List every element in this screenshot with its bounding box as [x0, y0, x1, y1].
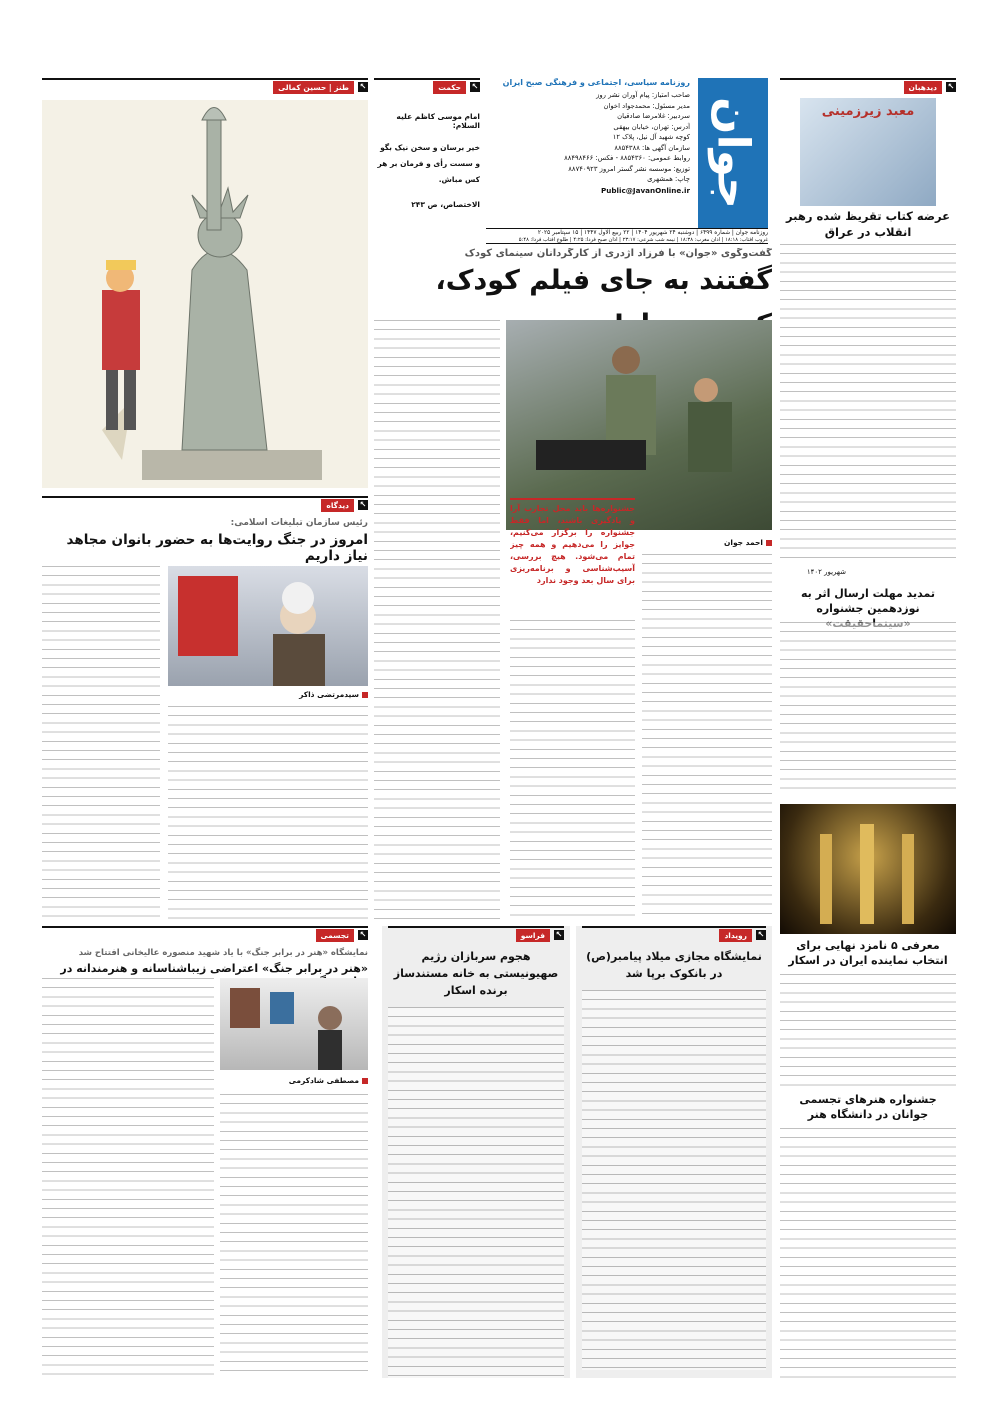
body-text-block	[780, 1128, 956, 1378]
corner-arrow-icon: ↖	[555, 930, 563, 939]
body-text-block	[220, 1094, 368, 1378]
masthead-line: سازمان آگهی ها: ۸۸۵۴۳۸۸	[614, 143, 690, 152]
faraso-headline: هجوم سربازان رژیم صهیونیستی به خانه مستندساز برنده اسکار	[393, 950, 559, 997]
lead-quote	[510, 498, 635, 613]
email-link[interactable]: Public@JavanOnline.ir	[601, 185, 690, 195]
masthead-line: سردبیر: غلامرضا صادقیان	[617, 112, 690, 120]
masthead-info	[486, 78, 690, 228]
tajasomi-byline-name: مصطفی شادکرمی	[288, 1076, 359, 1085]
masthead-line: صاحب امتیاز: پیام آوران نشر روز	[596, 91, 690, 99]
corner-arrow-icon: ↖	[947, 82, 955, 91]
lead-headline: گفتند به جای فیلم کودک،	[435, 265, 772, 296]
corner-arrow-icon: ↖	[359, 82, 367, 91]
story1-date: شهریور ۱۴۰۲	[806, 568, 846, 576]
date-bar	[486, 228, 768, 244]
caption-marker-icon	[362, 692, 368, 698]
story1-title: عرضه کتاب تقریظ شده رهبر انقلاب در عراق	[786, 209, 950, 239]
story3-body	[780, 974, 956, 1086]
didgah-header	[42, 496, 368, 512]
masthead-line: روابط عمومی: ۸۸۵۴۳۶۰ - فکس: ۸۸۴۹۸۴۶۶	[564, 154, 690, 162]
oscar-statue-image	[780, 804, 956, 934]
masthead-line: مدیر مسئول: محمدجواد اخوان	[603, 101, 690, 110]
body-text-block	[642, 554, 772, 920]
masthead	[486, 78, 768, 244]
tajasomi-tag: تجسمی	[316, 929, 354, 942]
body-text-block	[374, 320, 500, 920]
story2-title: تمدید مهلت ارسال اثر به نوزدهمین جشنواره	[800, 587, 935, 615]
didgah-kicker: رئیس سازمان تبلیغات اسلامی:	[230, 518, 368, 528]
lead-byline	[642, 538, 772, 552]
tajasomi-byline	[220, 1076, 368, 1088]
body-text-block	[780, 974, 956, 1086]
story4-title: جشنواره هنرهای تجسمی جوانان در دانشگاه هنر	[799, 1093, 937, 1121]
body-text-block	[168, 706, 368, 920]
tajasomi-headline: «هنر در برابر جنگ» اعتراضی زیباشناسانه و هنرمندانه در	[60, 962, 368, 975]
faraso-box	[382, 926, 570, 1378]
corner-arrow-icon: ↖	[757, 930, 765, 939]
didgah-caption	[168, 690, 368, 702]
body-text-block	[388, 1007, 564, 1378]
body-text-block	[510, 620, 635, 920]
lead-quote-text: جشنواره‌ها باید محل تجارب آرا و یادگیری باشند، اما فقط جشنواره را برگزار می‌کنیم، جوایز را می‌دهیم و همه چیز تمام می‌شود. هیچ بررسی، آسیب‌شناسی و برنامه‌ریزی برای سال بعد وجود ندارد	[510, 504, 635, 585]
corner-arrow-icon: ↖	[359, 930, 367, 939]
body-text-block	[780, 622, 956, 796]
hekmat-header	[374, 78, 480, 94]
lead-side-column	[374, 320, 500, 920]
tajasomi-box	[42, 926, 368, 1378]
ruydad-header	[582, 926, 766, 942]
hekmat-box	[374, 78, 480, 244]
masthead-line: آدرس: تهران، خیابان بیهقی	[613, 122, 690, 131]
lead-col-1	[642, 554, 772, 920]
didgah-headline: امروز در جنگ روایت‌ها به حضور بانوان مجاهد نیاز داریم	[66, 532, 368, 564]
didgah-caption-text: سیدمرتضی ذاکر	[299, 690, 359, 699]
oscar-statuettes	[780, 804, 956, 934]
right-header	[780, 78, 956, 94]
body-text-block	[582, 990, 766, 1370]
story3-title: معرفی ۵ نامزد نهایی برای انتخاب نماینده ایران در اسکار	[788, 939, 948, 967]
tajasomi-col-left	[42, 978, 214, 1378]
cartoon-box	[42, 78, 368, 488]
tajasomi-col-right	[220, 1094, 368, 1378]
byline-name: احمد جوان	[723, 538, 763, 547]
byline-marker-icon	[362, 1078, 368, 1084]
right-column	[780, 78, 956, 1378]
ruydad-tag: رویداد	[719, 929, 752, 942]
lead-col-2	[510, 620, 635, 920]
story4-body	[780, 1128, 956, 1378]
speaker-photo	[168, 566, 368, 686]
didgah-box	[42, 496, 368, 920]
tajasomi-kicker: نمایشگاه «هنر در برابر جنگ» با یاد شهید منصوره عالیخانی افتتاح شد	[78, 948, 368, 958]
ruydad-headline: نمایشگاه مجازی میلاد پیامبر(ص) در بانکوک برپا شد	[586, 950, 762, 980]
ruydad-box	[576, 926, 772, 1378]
didgah-col-right	[168, 706, 368, 920]
lead-story	[374, 248, 772, 920]
logo-text: جوان	[707, 97, 759, 209]
body-text-block	[42, 978, 214, 1378]
hekmat-text: خیر برسان و سخن نیک بگو و سست رأی و فرمان بر هر کس مباش.	[377, 143, 480, 184]
didgah-tag: دیدگاه	[321, 499, 354, 512]
hekmat-source: الاختصاص، ص ۲۴۳	[411, 200, 480, 209]
faraso-header	[388, 926, 564, 942]
right-tag: دیدهبان	[904, 81, 942, 94]
cartoon-tag: طنز | حسین کمالی	[273, 81, 354, 94]
body-text-block	[42, 566, 160, 920]
lead-kicker: گفت‌وگوی «جوان» با فرزاد اژدری از کارگردانان سینمای کودک	[464, 248, 772, 259]
faraso-body	[388, 1007, 564, 1378]
masthead-line: توزیع: موسسه نشر گستر امروز ۸۸۷۴۰۹۲۳	[568, 164, 690, 173]
hekmat-title: امام موسی کاظم علیه السلام:	[396, 112, 480, 130]
body-text-block	[780, 244, 956, 566]
date-line: روزنامه جوان | شماره ۶۴۹۹ | دوشنبه ۲۴ شهریور ۱۴۰۴ | ۲۲ ربیع الاول ۱۴۴۷ | ۱۵ سپتامبر ۲۰۲۵	[537, 230, 768, 236]
didgah-col-left	[42, 566, 160, 920]
story2-body	[780, 622, 956, 796]
tajasomi-photo	[220, 978, 368, 1070]
tajasomi-header	[42, 926, 368, 942]
didgah-photo	[168, 566, 368, 686]
tagline: روزنامه سیاسی، اجتماعی و فرهنگی صبح ایران	[502, 78, 690, 87]
masthead-line: کوچه شهید آل نیل، پلاک ۱۲	[612, 133, 690, 141]
book-cover-image	[800, 98, 936, 206]
faraso-tag: فراسو	[516, 929, 550, 942]
book-title-art: معبد زیرزمینی	[821, 104, 915, 119]
ruydad-body	[582, 990, 766, 1370]
cartoon-header	[42, 78, 368, 94]
corner-arrow-icon: ↖	[471, 82, 479, 91]
statue-of-liberty-cartoon	[42, 100, 368, 488]
story1-body	[780, 244, 956, 566]
exhibition-photo	[220, 978, 368, 1070]
cartoon-image	[42, 100, 368, 488]
masthead-logo	[698, 78, 768, 228]
times-line: غروب آفتاب: ۱۸:۱۸ | اذان مغرب: ۱۸:۳۸ | نیمه شب شرعی: ۲۳:۱۷ | اذان صبح فردا: ۴:۲۵ | طلوع آفتاب فردا: ۵:۴۸	[518, 237, 768, 243]
hekmat-tag: حکمت	[433, 81, 466, 94]
corner-arrow-icon: ↖	[359, 500, 367, 509]
byline-marker-icon	[766, 540, 772, 546]
masthead-line: چاپ: همشهری	[647, 175, 690, 183]
